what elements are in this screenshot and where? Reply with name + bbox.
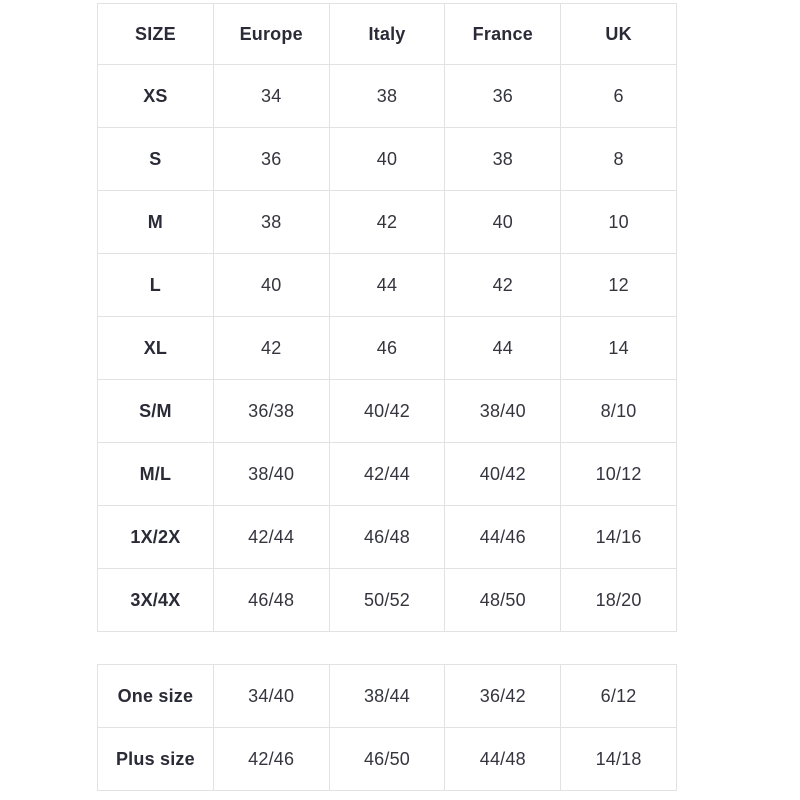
size-value-cell: 44/46 xyxy=(445,506,561,569)
size-value-cell: 40 xyxy=(445,191,561,254)
size-value-cell: 42/46 xyxy=(213,728,329,791)
size-value-cell: 38/40 xyxy=(213,443,329,506)
size-value-cell: 46 xyxy=(329,317,445,380)
size-value-cell: 14/16 xyxy=(561,506,677,569)
column-header: SIZE xyxy=(98,4,214,65)
size-value-cell: 40 xyxy=(329,128,445,191)
size-label-cell: M xyxy=(98,191,214,254)
table-row xyxy=(98,506,677,569)
table-body xyxy=(98,65,677,632)
table-row xyxy=(98,128,677,191)
table-row xyxy=(98,728,677,791)
size-label-cell: XL xyxy=(98,317,214,380)
table-body xyxy=(98,665,677,791)
size-value-cell: 8 xyxy=(561,128,677,191)
size-value-cell: 44/48 xyxy=(445,728,561,791)
size-value-cell: 6/12 xyxy=(561,665,677,728)
size-value-cell: 36/38 xyxy=(213,380,329,443)
size-value-cell: 10 xyxy=(561,191,677,254)
size-value-cell: 50/52 xyxy=(329,569,445,632)
table-row xyxy=(98,380,677,443)
column-header: UK xyxy=(561,4,677,65)
table-head xyxy=(98,4,677,65)
size-value-cell: 38 xyxy=(213,191,329,254)
table-row xyxy=(98,254,677,317)
size-value-cell: 8/10 xyxy=(561,380,677,443)
size-value-cell: 14 xyxy=(561,317,677,380)
size-value-cell: 34 xyxy=(213,65,329,128)
size-value-cell: 38 xyxy=(445,128,561,191)
header-row xyxy=(98,4,677,65)
size-value-cell: 42 xyxy=(445,254,561,317)
size-value-cell: 42/44 xyxy=(213,506,329,569)
size-value-cell: 44 xyxy=(329,254,445,317)
size-label-cell: 3X/4X xyxy=(98,569,214,632)
size-label-cell: S/M xyxy=(98,380,214,443)
size-value-cell: 36 xyxy=(213,128,329,191)
table-row xyxy=(98,191,677,254)
column-header: Italy xyxy=(329,4,445,65)
size-value-cell: 14/18 xyxy=(561,728,677,791)
size-value-cell: 12 xyxy=(561,254,677,317)
size-value-cell: 46/48 xyxy=(213,569,329,632)
size-value-cell: 40 xyxy=(213,254,329,317)
size-value-cell: 6 xyxy=(561,65,677,128)
table-row xyxy=(98,665,677,728)
size-value-cell: 18/20 xyxy=(561,569,677,632)
size-value-cell: 36 xyxy=(445,65,561,128)
size-value-cell: 42 xyxy=(329,191,445,254)
size-value-cell: 46/50 xyxy=(329,728,445,791)
size-value-cell: 38/40 xyxy=(445,380,561,443)
size-label-cell: S xyxy=(98,128,214,191)
size-value-cell: 40/42 xyxy=(445,443,561,506)
size-value-cell: 40/42 xyxy=(329,380,445,443)
size-label-cell: XS xyxy=(98,65,214,128)
size-conversion-table xyxy=(97,3,677,632)
size-value-cell: 44 xyxy=(445,317,561,380)
size-label-cell: M/L xyxy=(98,443,214,506)
size-value-cell: 10/12 xyxy=(561,443,677,506)
size-value-cell: 46/48 xyxy=(329,506,445,569)
table-row xyxy=(98,65,677,128)
table-row xyxy=(98,569,677,632)
table-row xyxy=(98,317,677,380)
size-value-cell: 34/40 xyxy=(213,665,329,728)
size-label-cell: L xyxy=(98,254,214,317)
size-label-cell: One size xyxy=(98,665,214,728)
table-row xyxy=(98,443,677,506)
size-value-cell: 38/44 xyxy=(329,665,445,728)
special-sizes-table xyxy=(97,664,677,791)
size-value-cell: 42/44 xyxy=(329,443,445,506)
column-header: France xyxy=(445,4,561,65)
size-value-cell: 42 xyxy=(213,317,329,380)
size-value-cell: 48/50 xyxy=(445,569,561,632)
size-value-cell: 36/42 xyxy=(445,665,561,728)
size-label-cell: Plus size xyxy=(98,728,214,791)
size-value-cell: 38 xyxy=(329,65,445,128)
size-label-cell: 1X/2X xyxy=(98,506,214,569)
column-header: Europe xyxy=(213,4,329,65)
